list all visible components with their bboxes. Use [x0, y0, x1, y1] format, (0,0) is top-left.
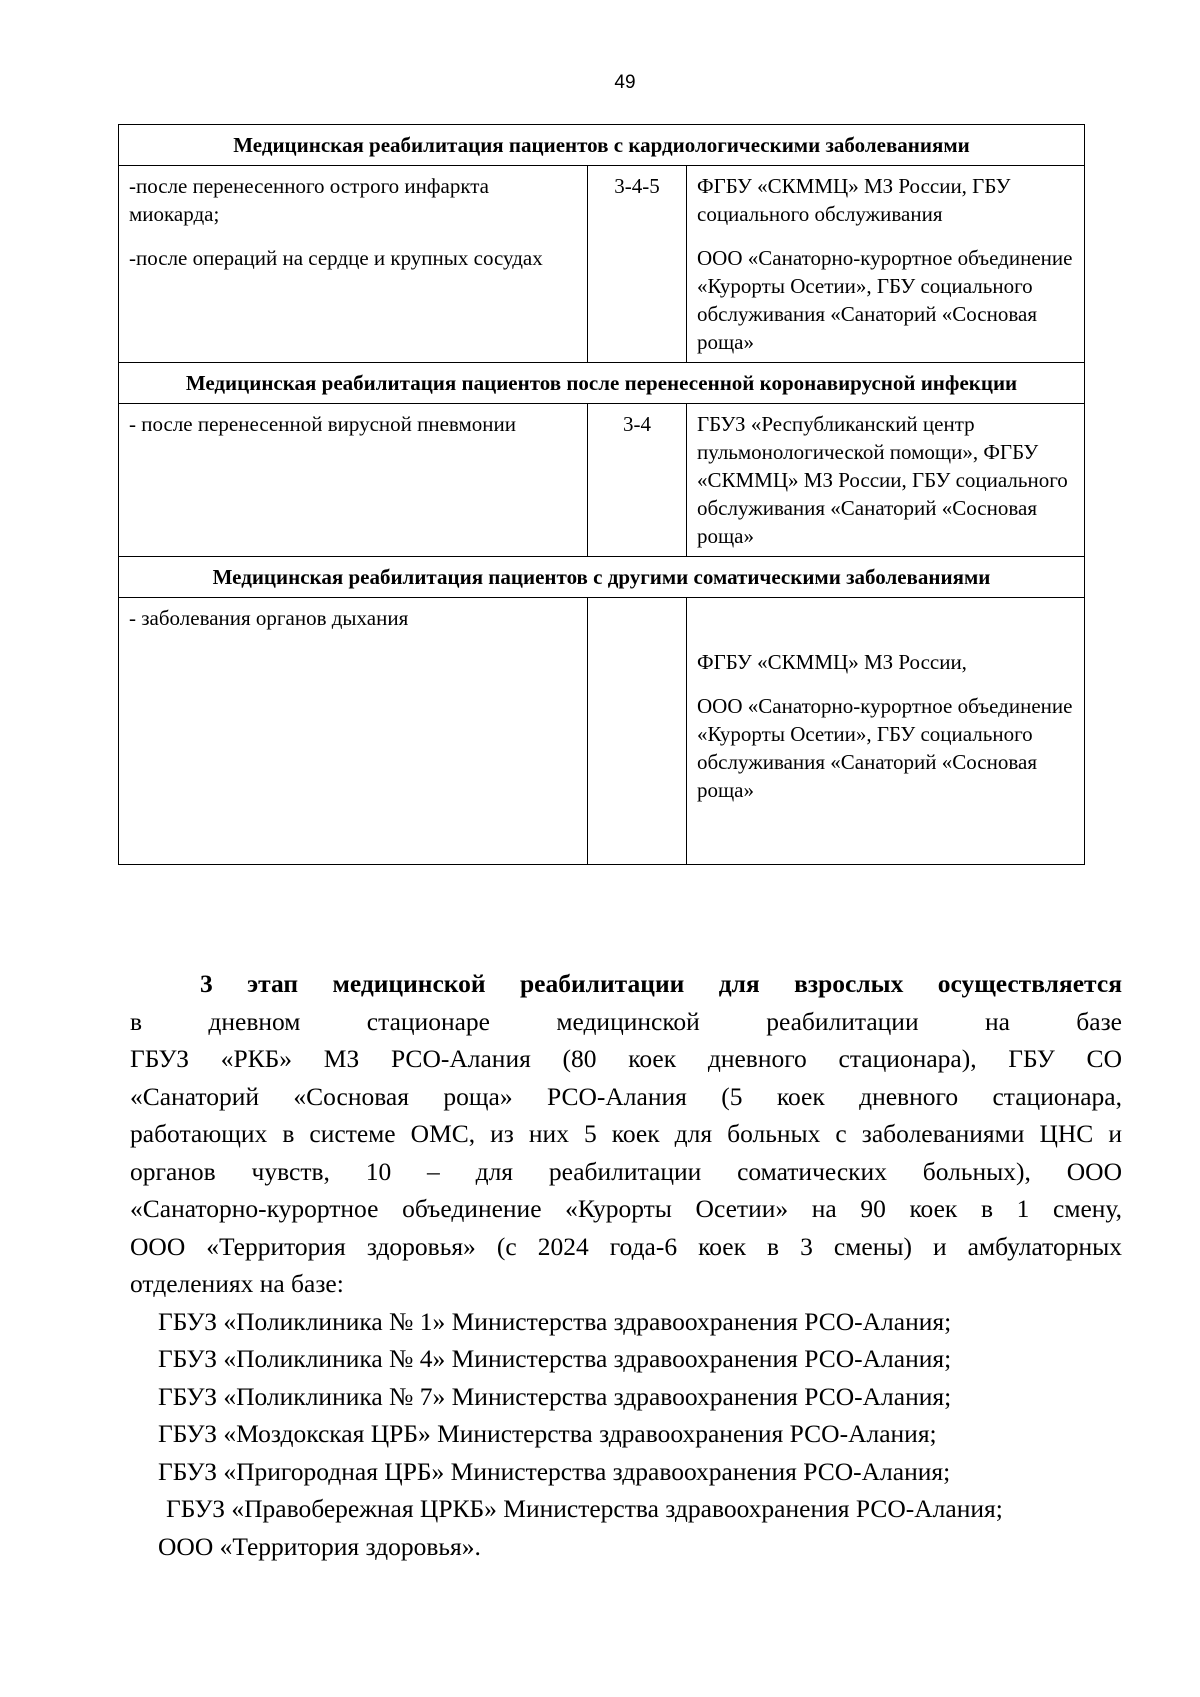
table-row [119, 166, 1085, 363]
paragraph-line: органов чувств, 10 – для реабилитации соматических больных), ООО [130, 1156, 1122, 1186]
section-header-row [119, 125, 1085, 166]
stage-cell: 3-4 [588, 404, 687, 557]
body-text [130, 965, 1122, 1565]
stage-cell [588, 598, 687, 865]
table-row [119, 404, 1085, 557]
list-item: ГБУЗ «Пригородная ЦРБ» Министерства здравоохранения РСО-Алания; [158, 1456, 951, 1486]
stage-cell: 3-4-5 [588, 166, 687, 363]
institution-item: ФГБУ «СКММЦ» МЗ России, ГБУ социального обслуживания [697, 174, 1011, 226]
paragraph-line: в дневном стационаре медицинской реабилитации на базе [130, 1006, 1122, 1036]
section-title-somatic: Медицинская реабилитация пациентов с другими соматическими заболеваниями [119, 557, 1085, 598]
condition-cell [119, 598, 588, 865]
condition-item: -после перенесенного острого инфаркта миокарда; [129, 174, 490, 226]
institution-item: ООО «Санаторно-курортное объединение «Курорты Осетии», ГБУ социального обслуживания «Санаторий «Сосновая роща» [697, 694, 1073, 802]
institution-item: ГБУЗ «Республиканский центр пульмонологической помощи», ФГБУ «СКММЦ» МЗ России, ГБУ социального обслуживания «Санаторий «Сосновая роща» [697, 412, 1068, 548]
list-item: ГБУЗ «Моздокская ЦРБ» Министерства здравоохранения РСО-Алания; [158, 1419, 937, 1448]
condition-item: - после перенесенной вирусной пневмонии [129, 412, 516, 436]
paragraph-line: ГБУЗ «РКБ» МЗ РСО-Алания (80 коек дневного стационара), ГБУ СО [130, 1044, 1122, 1073]
list-item: ГБУЗ «Поликлиника № 7» Министерства здравоохранения РСО-Алания; [158, 1381, 952, 1411]
section-title-cardiology: Медицинская реабилитация пациентов с кардиологическими заболеваниями [119, 125, 1085, 166]
list-item: ГБУЗ «Правобережная ЦРКБ» Министерства здравоохранения РСО-Алания; [166, 1494, 1003, 1523]
table-row [119, 598, 1085, 865]
paragraph-line: «Санаторий «Сосновая роща» РСО-Алания (5 коек дневного стационара, [130, 1081, 1122, 1111]
paragraph-line: отделениях на базе: [130, 1269, 344, 1298]
section-header-row [119, 363, 1085, 404]
paragraph-line: «Санаторно-курортное объединение «Курорты Осетии» на 90 коек в 1 смену, [130, 1194, 1122, 1223]
page-number: 49 [614, 72, 636, 93]
condition-cell [119, 404, 588, 557]
list-item: ООО «Территория здоровья». [158, 1531, 481, 1561]
lead-line: 3 этап медицинской реабилитации для взрослых осуществляется [200, 969, 1122, 998]
section-title-covid: Медицинская реабилитация пациентов после перенесенной коронавирусной инфекции [119, 363, 1085, 404]
institution-item: ФГБУ «СКММЦ» МЗ России, [697, 650, 967, 674]
list-item: ГБУЗ «Поликлиника № 1» Министерства здравоохранения РСО-Алания; [158, 1306, 952, 1336]
paragraph-line: ООО «Территория здоровья» (с 2024 года-6 коек в 3 смены) и амбулаторных [130, 1231, 1122, 1261]
condition-item: -после операций на сердце и крупных сосудах [129, 246, 543, 270]
rehabilitation-table [118, 124, 1085, 865]
institution-cell [687, 166, 1085, 363]
institution-cell [687, 598, 1085, 865]
institution-item: ООО «Санаторно-курортное объединение «Курорты Осетии», ГБУ социального обслуживания «Санаторий «Сосновая роща» [697, 246, 1073, 354]
condition-cell [119, 166, 588, 363]
institution-cell [687, 404, 1085, 557]
condition-item: - заболевания органов дыхания [129, 606, 409, 630]
list-item: ГБУЗ «Поликлиника № 4» Министерства здравоохранения РСО-Алания; [158, 1344, 952, 1373]
paragraph-line: работающих в системе ОМС, из них 5 коек для больных с заболеваниями ЦНС и [130, 1119, 1122, 1148]
section-header-row [119, 557, 1085, 598]
